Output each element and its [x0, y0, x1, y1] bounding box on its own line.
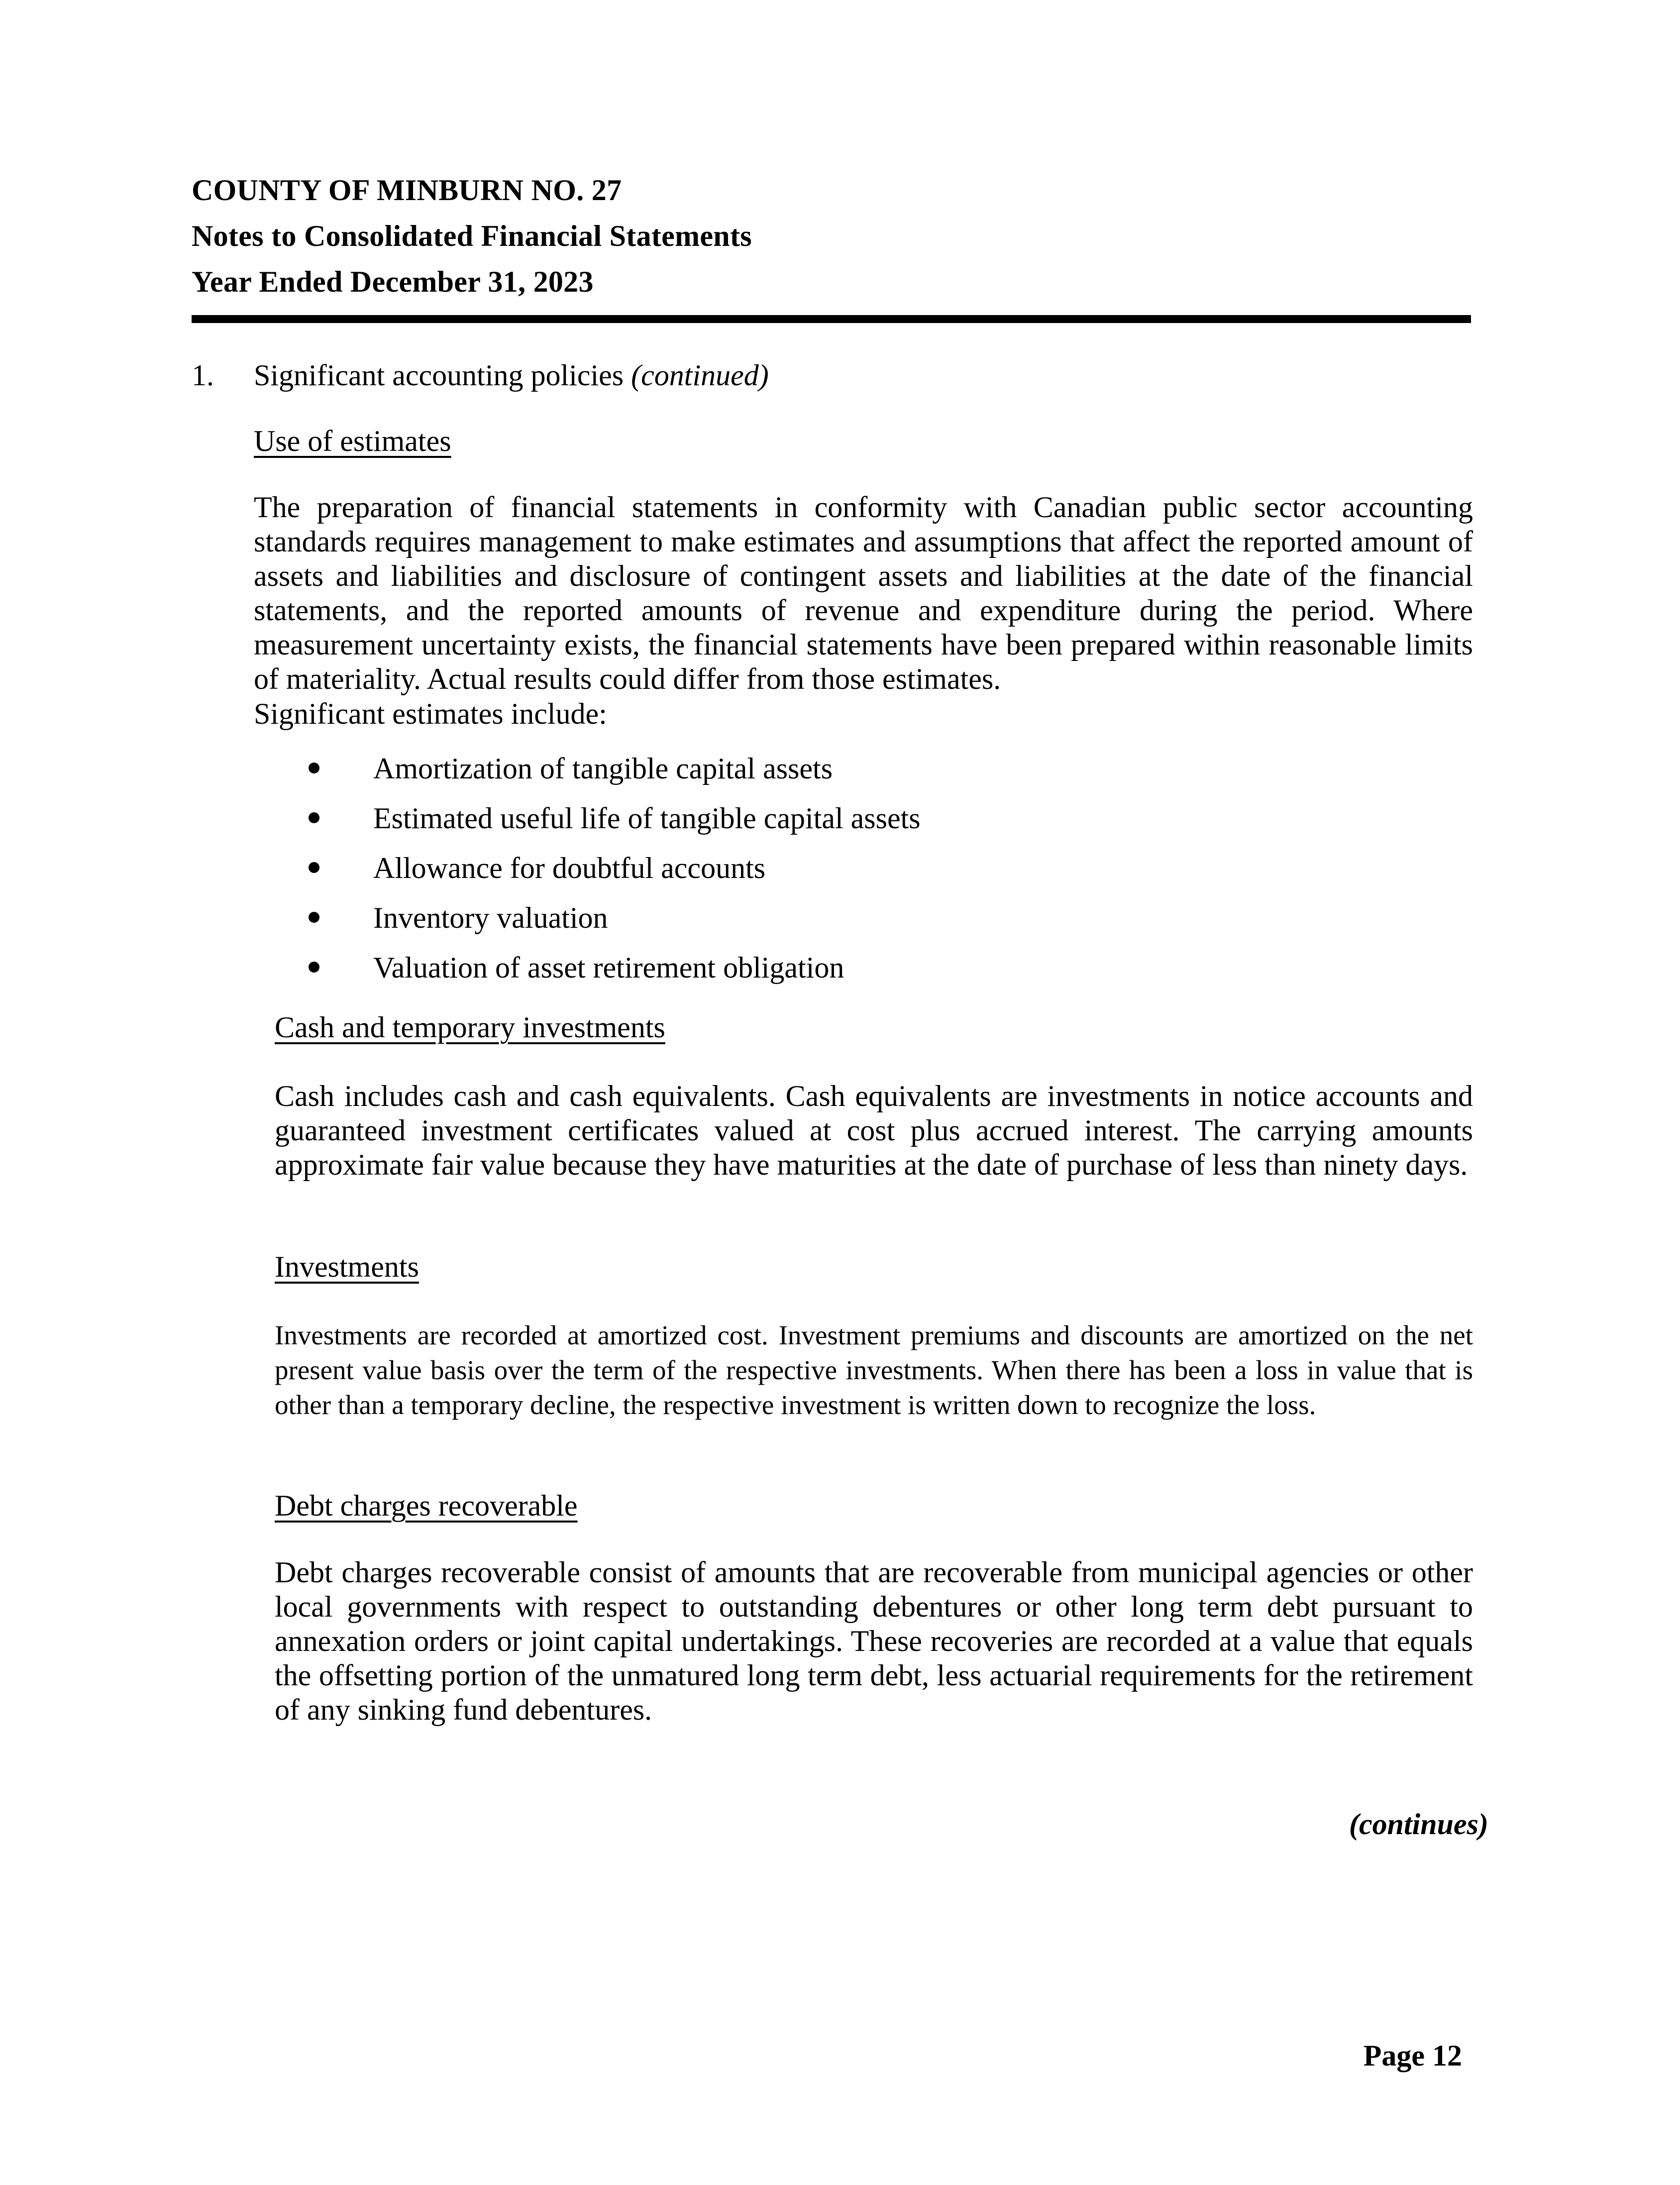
- bullet-icon: [309, 962, 319, 973]
- bullet-icon: [309, 812, 319, 823]
- cash-body: Cash includes cash and cash equivalents. Cash equivalents are investments in notice accounts and guaranteed investment certificates valued at cost plus accrued interest. The carrying amounts approximate fair value because they have maturities at the date of purchase of less than ninety days.: [275, 1080, 1473, 1181]
- estimates-lead: Significant estimates include:: [254, 697, 607, 730]
- section-continued-label: (continued): [631, 359, 769, 392]
- entity-name: COUNTY OF MINBURN NO. 27: [192, 174, 622, 207]
- statement-period: Year Ended December 31, 2023: [192, 265, 594, 298]
- bullet-icon: [309, 763, 319, 773]
- use-of-estimates-body: The preparation of financial statements in conformity with Canadian public sector accounting standards requires management to make estimates and assumptions that affect the reported amount of assets and liabilities and disclosure of contingent assets and liabilities at the date of the financial statements, and the reported amounts of revenue and expenditure during the period. Where measurement uncertainty exists, the financial statements have been prepared within reasonable limits of materiality. Actual results could differ from those estimates.: [254, 491, 1473, 695]
- estimates-list: [291, 744, 921, 992]
- continues-label: (continues): [1349, 1808, 1488, 1841]
- cash-heading: Cash and temporary investments: [275, 1011, 665, 1044]
- page-number: Page 12: [1363, 2039, 1462, 2072]
- section-title: Significant accounting policies: [254, 359, 624, 392]
- investments-body: Investments are recorded at amortized cost. Investment premiums and discounts are amortized on the net present value basis over the term of the respective investments. When there has been a loss in value that is other than a temporary decline, the respective investment is written down to recognize the loss.: [275, 1320, 1473, 1420]
- list-item: Inventory valuation: [291, 893, 921, 943]
- document-header: [192, 167, 752, 305]
- header-divider: [192, 315, 1471, 323]
- section-number: 1.: [192, 359, 214, 392]
- statement-title: Notes to Consolidated Financial Statements: [192, 219, 752, 252]
- list-item: Amortization of tangible capital assets: [291, 744, 921, 793]
- list-item: Valuation of asset retirement obligation: [291, 943, 921, 992]
- bullet-icon: [309, 862, 319, 873]
- debt-charges-heading: Debt charges recoverable: [275, 1489, 578, 1522]
- investments-heading: Investments: [275, 1250, 419, 1283]
- debt-charges-body: Debt charges recoverable consist of amounts that are recoverable from municipal agencies or other local governments with respect to outstanding debentures or other long term debt pursuant to annexation orders or joint capital undertakings. These recoveries are recorded at a value that equals the offsetting portion of the unmatured long term debt, less actuarial requirements for the retirement of any sinking fund debentures.: [275, 1556, 1473, 1726]
- list-item: Allowance for doubtful accounts: [291, 843, 921, 893]
- list-item: Estimated useful life of tangible capital assets: [291, 793, 921, 843]
- bullet-icon: [309, 912, 319, 923]
- section-heading: [192, 355, 769, 395]
- use-of-estimates-heading: Use of estimates: [254, 425, 451, 457]
